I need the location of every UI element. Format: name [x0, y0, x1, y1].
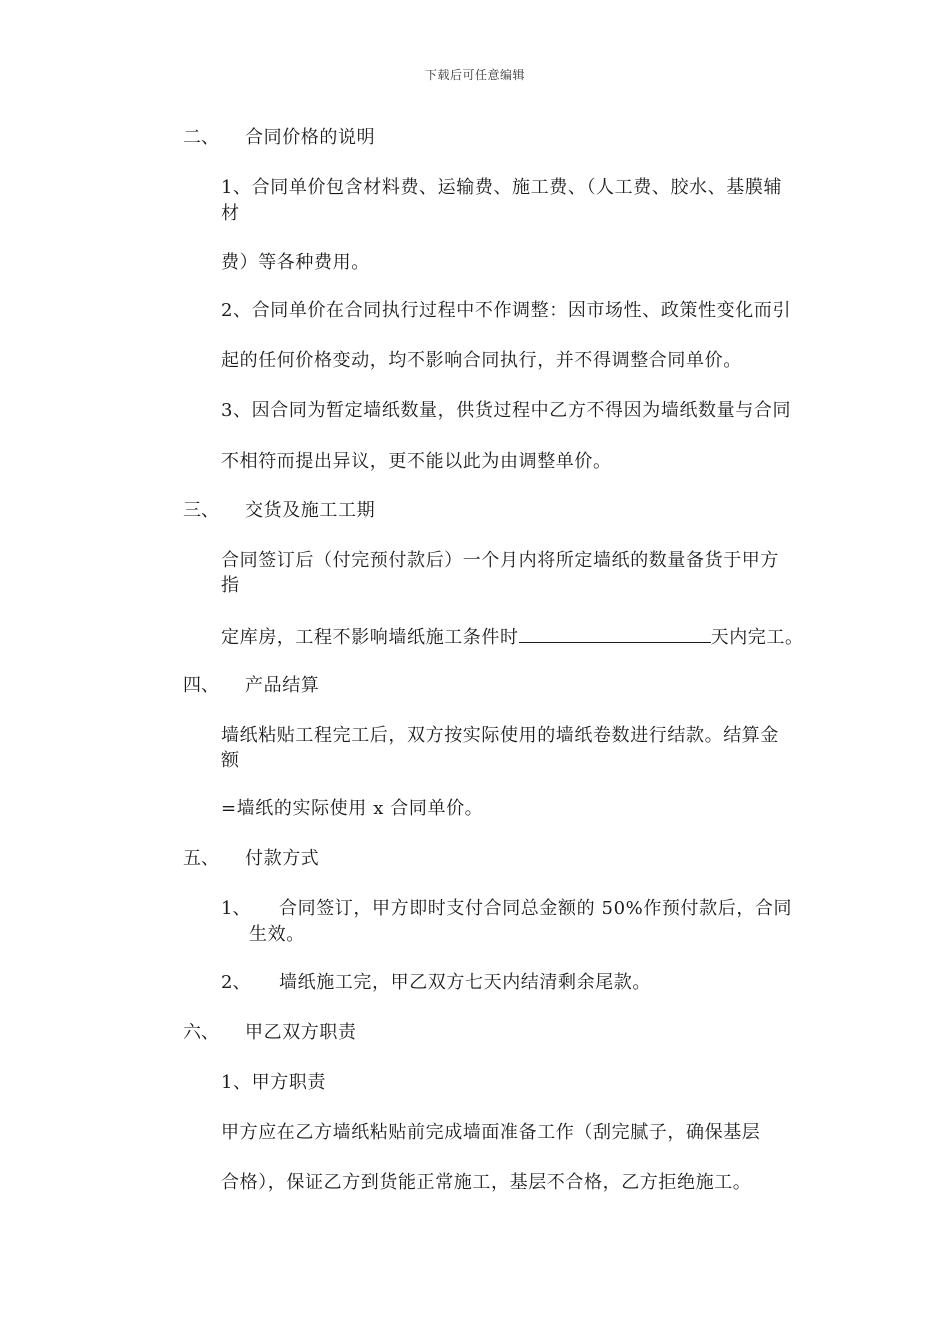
section-6-subheading-1: 1、甲方职责	[221, 1072, 327, 1093]
header-note: 下载后可任意编辑	[424, 68, 525, 82]
section-5-title: 付款方式	[245, 848, 320, 869]
section-2-number: 二、	[183, 127, 219, 148]
section-2-paragraph-1-line-3: 费）等各种费用。	[221, 252, 370, 273]
section-6-line-1: 甲方应在乙方墙纸粘贴前完成墙面准备工作（刮完腻子，确保基层	[221, 1122, 761, 1143]
section-5-item-1-line-1: 合同签订，甲方即时支付合同总金额的 50%作预付款后，合同	[279, 898, 793, 919]
section-3-line-3	[221, 624, 804, 650]
section-5-number: 五、	[183, 848, 219, 869]
section-6-number: 六、	[183, 1022, 219, 1043]
section-6-line-2: 合格），保证乙方到货能正常施工，基层不合格，乙方拒绝施工。	[221, 1172, 752, 1193]
section-4-title: 产品结算	[245, 675, 320, 696]
section-3-line-3-start: 定库房，工程不影响墙纸施工条件时	[221, 627, 519, 648]
section-3-number: 三、	[183, 500, 219, 521]
section-4-number: 四、	[183, 675, 219, 696]
section-3-title: 交货及施工工期	[245, 500, 376, 521]
section-6-title: 甲乙双方职责	[245, 1022, 357, 1043]
section-4-line-1: 墙纸粘贴工程完工后，双方按实际使用的墙纸卷数进行结款。结算金	[221, 725, 779, 746]
section-2-paragraph-1-line-1: 1、合同单价包含材料费、运输费、施工费、（人工费、胶水、基膜辅	[221, 177, 783, 198]
section-2-paragraph-3-line-2: 不相符而提出异议，更不能以此为由调整单价。	[221, 451, 612, 472]
section-3-line-2: 指	[221, 575, 240, 596]
section-5-item-2-number: 2、	[221, 972, 251, 993]
days-blank-field	[519, 624, 711, 643]
section-3-line-3-end: 天内完工。	[710, 627, 804, 648]
section-5-item-1-line-2: 生效。	[249, 924, 305, 945]
section-2-title: 合同价格的说明	[245, 127, 376, 148]
section-5-item-1-number: 1、	[221, 898, 251, 919]
section-5-item-2-line-1: 墙纸施工完，甲乙双方七天内结清剩余尾款。	[279, 972, 651, 993]
section-4-line-3: =墙纸的实际使用 x 合同单价。	[221, 798, 484, 819]
section-4-line-2: 额	[221, 750, 240, 771]
section-2-paragraph-1-line-2: 材	[221, 203, 240, 224]
section-2-paragraph-3-line-1: 3、因合同为暂定墙纸数量，供货过程中乙方不得因为墙纸数量与合同	[221, 400, 792, 421]
section-2-paragraph-2-line-1: 2、合同单价在合同执行过程中不作调整：因市场性、政策性变化而引	[221, 300, 792, 321]
section-2-paragraph-2-line-2: 起的任何价格变动，均不影响合同执行，并不得调整合同单价。	[221, 350, 742, 371]
section-3-line-1: 合同签订后（付完预付款后）一个月内将所定墙纸的数量备货于甲方	[221, 550, 779, 571]
